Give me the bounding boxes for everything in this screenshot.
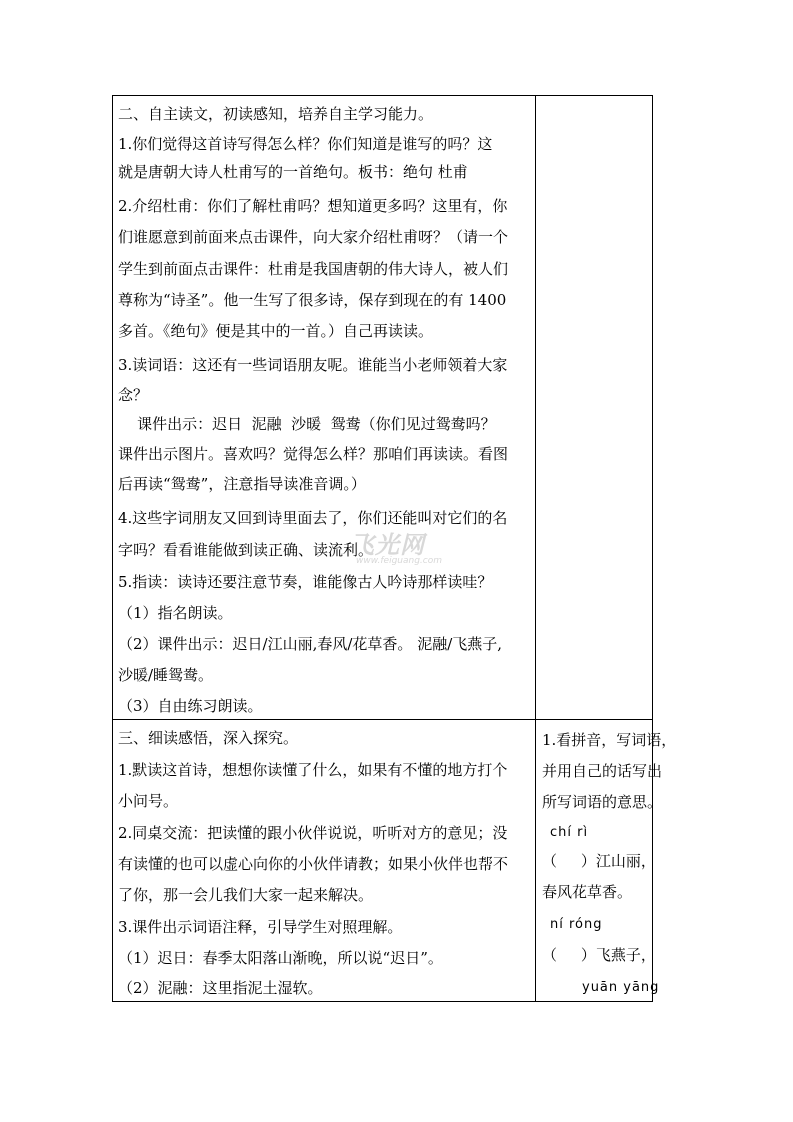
row1-line: 尊称为“诗圣”。他一生写了很多诗，保存到现在的有 1400 [118, 291, 507, 309]
row2-line: 三、细读感悟，深入探究。 [118, 729, 299, 747]
row1-line: 课件出示：迟日 泥融 沙暖 鸳鸯（你们见过鸳鸯吗？ [118, 415, 496, 433]
row2-right-cell [536, 720, 677, 1001]
exercise-line: 所写词语的意思。 [542, 793, 663, 811]
row1-line: 念？ [118, 386, 149, 404]
row1-line: 后再读“鸳鸯”，注意指导读准音调。） [118, 475, 366, 493]
row1-line: 1.你们觉得这首诗写得怎么样？你们知道是谁写的吗？这 [118, 135, 493, 153]
row2-line: （2）泥融：这里指泥土湿软。 [118, 979, 323, 997]
exercise-line: 并用自己的话写出 [542, 762, 663, 780]
row2-line: 有读懂的也可以虚心向你的小伙伴请教；如果小伙伴也帮不 [118, 855, 509, 873]
row1-line: （3）自由练习朗读。 [118, 697, 263, 715]
row1-line: （1）指名朗读。 [118, 604, 233, 622]
row2-line: 3.课件出示词语注释，引导学生对照理解。 [118, 918, 403, 936]
row1-line: 就是唐朝大诗人杜甫写的一首绝句。板书：绝句 杜甫 [118, 163, 468, 181]
row1-left-cell [113, 96, 534, 718]
row1-right-cell [536, 96, 652, 718]
row2-line: （1）迟日：春季太阳落山渐晚，所以说“迟日”。 [118, 949, 443, 967]
pinyin-line: yuān yāng [582, 980, 660, 995]
row1-line: 学生到前面点击课件：杜甫是我国唐朝的伟大诗人，被人们 [118, 260, 509, 278]
row2-line: 小问号。 [118, 792, 179, 810]
row1-line: 们谁愿意到前面来点击课件，向大家介绍杜甫呀？（请一个 [118, 228, 509, 246]
row1-line: 课件出示图片。喜欢吗？觉得怎么样？那咱们再读读。看图 [118, 445, 509, 463]
row2-line: 1.默读这首诗，想想你读懂了什么，如果有不懂的地方打个 [118, 761, 508, 779]
row1-line: 4.这些字词朋友又回到诗里面去了，你们还能叫对它们的名 [118, 509, 508, 527]
row2-left-cell [113, 720, 534, 1001]
watermark-main: 飞光网 [350, 531, 425, 559]
row1-line: 二、自主读文，初读感知，培养自主学习能力。 [118, 105, 434, 123]
exercise-line: 1.看拼音，写词语， [542, 731, 677, 749]
exercise-line: （ ）飞燕子， [542, 946, 656, 964]
row1-line: 沙暖/睡鸳鸯。 [118, 666, 214, 684]
exercise-line: 春风花草香。 [542, 883, 633, 901]
row2-line: 2.同桌交流：把读懂的跟小伙伴说说，听听对方的意见；没 [118, 824, 508, 842]
row1-line: 多首。《绝句》便是其中的一首。）自己再读读。 [118, 322, 434, 340]
exercise-line: （ ）江山丽， [542, 852, 656, 870]
row1-line: 3.读词语：这还有一些词语朋友呢。谁能当小老师领着大家 [118, 356, 508, 374]
pinyin-line: ní róng [550, 917, 603, 932]
row1-line: 2.介绍杜甫：你们了解杜甫吗？想知道更多吗？这里有，你 [118, 197, 508, 215]
pinyin-line: chí rì [550, 825, 589, 840]
row1-line: 5.指读：读诗还要注意节奏，谁能像古人吟诗那样读哇？ [118, 573, 493, 591]
row2-line: 了你，那一会儿我们大家一起来解决。 [118, 886, 374, 904]
watermark-sub: www.feiguang.com [356, 556, 443, 566]
row1-line: 字吗？看看谁能做到读正确、读流利。 [118, 541, 374, 559]
row1-line: （2）课件出示：迟日/江山丽,春风/花草香。 泥融/飞燕子, [118, 635, 503, 653]
